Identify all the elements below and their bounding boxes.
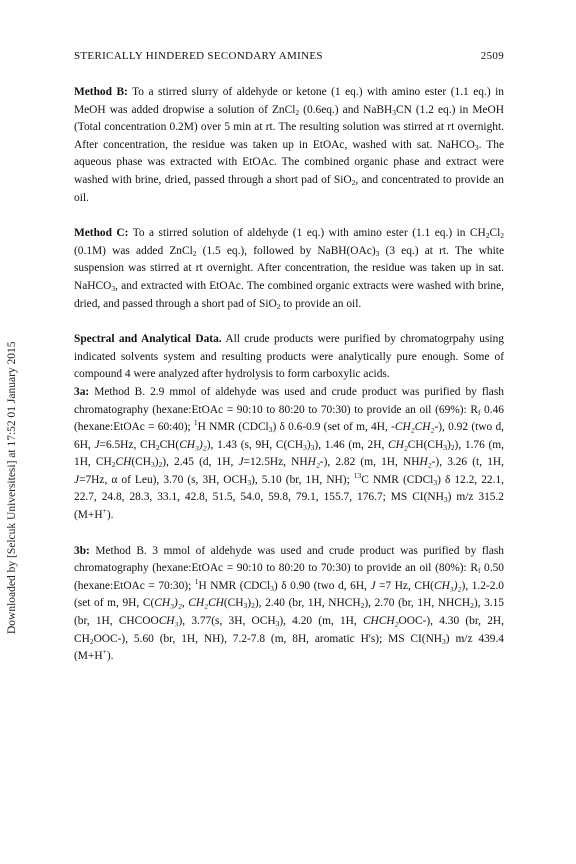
compound-3b-label: 3b: [74,544,90,557]
download-watermark [2,341,22,634]
spectral-data-paragraph: Spectral and Analytical Data. All crude products were purified by chromatogrpahy using indicated solvents system and resulting products were analytically pure enough. Some of compound 4 were analyzed after hydrolysis to form carboxylic acids. [74,333,504,381]
article-body [74,84,504,684]
download-note: Downloaded by [Selcuk Universitesi] at 17:52 01 January 2015 [6,341,18,634]
spectral-data-heading: Spectral and Analytical Data. [74,333,222,346]
compound-3a-label: 3a: [74,385,90,398]
method-c-paragraph: Method C: To a stirred solution of aldehyde (1 eq.) with amino ester (1.1 eq.) in $CH_2Cl_2$ (0.1M) was added ZnCl$_2$ (1.5 eq.), followed by $NaBH(OAc)_3$ (3 eq.) at rt. The white suspension was stirred at rt overnight. After concentration, the residue was taken up in sat. NaHCO$_3$, and extracted with EtOAc. The combined organic extracts were washed with brine, dried, and passed through a short pad of SiO$_2$ to provide an oil. [74,227,505,311]
page-number: 2509 [480,50,504,62]
running-title: STERICALLY HINDERED SECONDARY AMINES [74,50,323,62]
compound-3b-paragraph: 3b: Method B. 3 mmol of aldehyde was used and crude product was purified by flash chromatography (hexane:EtOAc = 90:10 to 80:20 to 70:30) to provide an oil (80%): $R_f$ 0.50 (hexane:EtOAc = 70:30); $^1$H NMR (CDCl$_3$) δ 0.90 (two d, 6H, J =7 Hz, CH(CH₃)₂), 1.2-2.0 (set of m, 9H, C(CH₃)₂, $CH_2CH(CH_3)_2$), 2.40 (br, 1H, $NHCH_2$), 2.70 (br, 1H, $NHCH_2$), 3.15 (br, 1H, CHCOOCH₃), 3.77(s, 3H, $OCH_3$), 4.20 (m, 1H, CHCH₂OOC-), 4.30 (br, 2H, $CH_2OOC-$), 5.60 (br, 1H, NH), 7.2-7.8 (m, 8H, aromatic H's); MS $CI(NH_3)$ m/z 439.4 (M+H+). [74,544,504,663]
compound-3a-paragraph: 3a: Method B. 2.9 mmol of aldehyde was used and crude product was purified by flash chromatography (hexane:EtOAc = 90:10 to 80:20 to 70:30) to provide an oil (69%): $R_f$ 0.46 (hexane:EtOAc = 60:40); $^1$H NMR (CDCl$_3$) δ 0.6-0.9 (set of m, 4H, -CH₂CH₂-), 0.92 (two d, 6H, J=6.5Hz, $CH_2CH(CH_3)_2$), 1.43 (s, 9H, $C(CH_3)_3$), 1.46 (m, 2H, $CH_2CH(CH_3)_2$), 1.76 (m, 1H, $CH_2CH(CH_3)_2$), 2.45 (d, 1H, J=12.5Hz, NHH₂-), 2.82 (m, 1H, NHH₂-), 3.26 (t, 1H, J=7Hz, α of Leu), 3.70 (s, 3H, $OCH_3$), 5.10 (br, 1H, NH); $^{13}$C NMR (CDCl$_3$) δ 12.2, 22.1, 22.7, 24.8, 28.3, 33.1, 42.8, 51.5, 54.0, 59.8, 79.1, 155.7, 176.7; MS $CI(NH_3)$ m/z 315.2 (M+H+). [74,385,505,522]
method-c-heading: Method C: [74,227,129,240]
method-b-heading: Method B: [74,86,128,98]
method-b-paragraph: Method B: To a stirred slurry of aldehyde or ketone (1 eq.) with amino ester (1.1 eq.) in MeOH was added dropwise a solution of ZnCl$_2$ (0.6eq.) and NaBH$_3$CN (1.2 eq.) in MeOH (Total concentration 0.2M) over 5 min at rt. The resulting solution was stirred at rt overnight. After concentration, the residue was taken up in EtOAc, washed with sat. NaHCO$_3$. The aqueous phase was extracted with EtOAc. The combined organic phase and extract were washed with brine, dried, passed through a short pad of SiO$_2$, and concentrated to provide an oil. [74,86,504,204]
running-header [74,50,504,66]
